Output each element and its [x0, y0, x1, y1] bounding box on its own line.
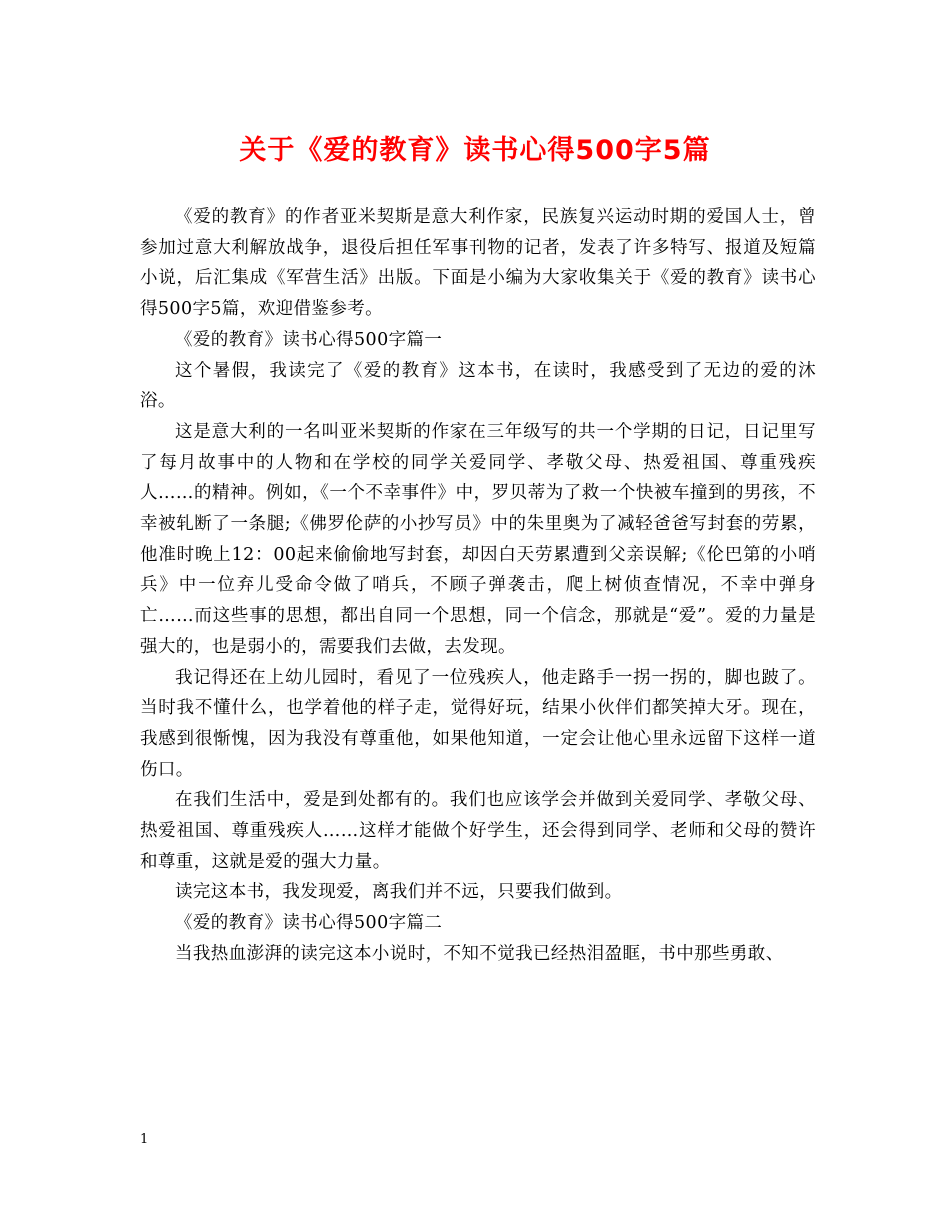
- document-body: [140, 202, 816, 970]
- body-paragraph: 这是意大利的一名叫亚米契斯的作家在三年级写的共一个学期的日记，日记里写了每月故事中的人物和在学校的同学关爱同学、孝敬父母、热爱祖国、尊重残疾人……的精神。例如，《一个不幸事件》中，罗贝蒂为了救一个快被车撞到的男孩，不幸被轧断了一条腿;《佛罗伦萨的小抄写员》中的朱里奥为了减轻爸爸写封套的劳累，他准时晚上12：00起来偷偷地写封套，却因白天劳累遭到父亲误解;《伦巴第的小哨兵》中一位弃儿受命令做了哨兵，不顾子弹袭击，爬上树侦查情况，不幸中弹身亡……而这些事的思想，都出自同一个思想，同一个信念，那就是“爱”。爱的力量是强大的，也是弱小的，需要我们去做，去发现。: [140, 421, 816, 657]
- intro-paragraph: 《爱的教育》的作者亚米契斯是意大利作家，民族复兴运动时期的爱国人士，曾参加过意大利解放战争，退役后担任军事刊物的记者，发表了许多特写、报道及短篇小说，后汇集成《军营生活》出版。下面是小编为大家收集关于《爱的教育》读书心得500字5篇，欢迎借鉴参考。: [140, 207, 816, 320]
- body-paragraph: 我记得还在上幼儿园时，看见了一位残疾人，他走路手一拐一拐的，脚也跛了。当时我不懂什么，也学着他的样子走，觉得好玩，结果小伙伴们都笑掉大牙。现在，我感到很惭愧，因为我没有尊重他，如果他知道，一定会让他心里永远留下这样一道伤口。: [140, 667, 816, 780]
- section-heading-2: 《爱的教育》读书心得500字篇二: [175, 913, 443, 934]
- body-paragraph: 读完这本书，我发现爱，离我们并不远，只要我们做到。: [175, 882, 623, 903]
- page-number: 1: [140, 1132, 149, 1147]
- document-title: 关于《爱的教育》读书心得500字5篇: [239, 135, 711, 166]
- body-paragraph: 在我们生活中，爱是到处都有的。我们也应该学会并做到关爱同学、孝敬父母、热爱祖国、尊重残疾人……这样才能做个好学生，还会得到同学、老师和父母的赞许和尊重，这就是爱的强大力量。: [140, 790, 816, 872]
- body-paragraph: 这个暑假，我读完了《爱的教育》这本书，在读时，我感受到了无边的爱的沐浴。: [140, 360, 816, 412]
- section-heading-1: 《爱的教育》读书心得500字篇一: [175, 329, 443, 350]
- body-paragraph: 当我热血澎湃的读完这本小说时，不知不觉我已经热泪盈眶，书中那些勇敢、: [175, 943, 784, 964]
